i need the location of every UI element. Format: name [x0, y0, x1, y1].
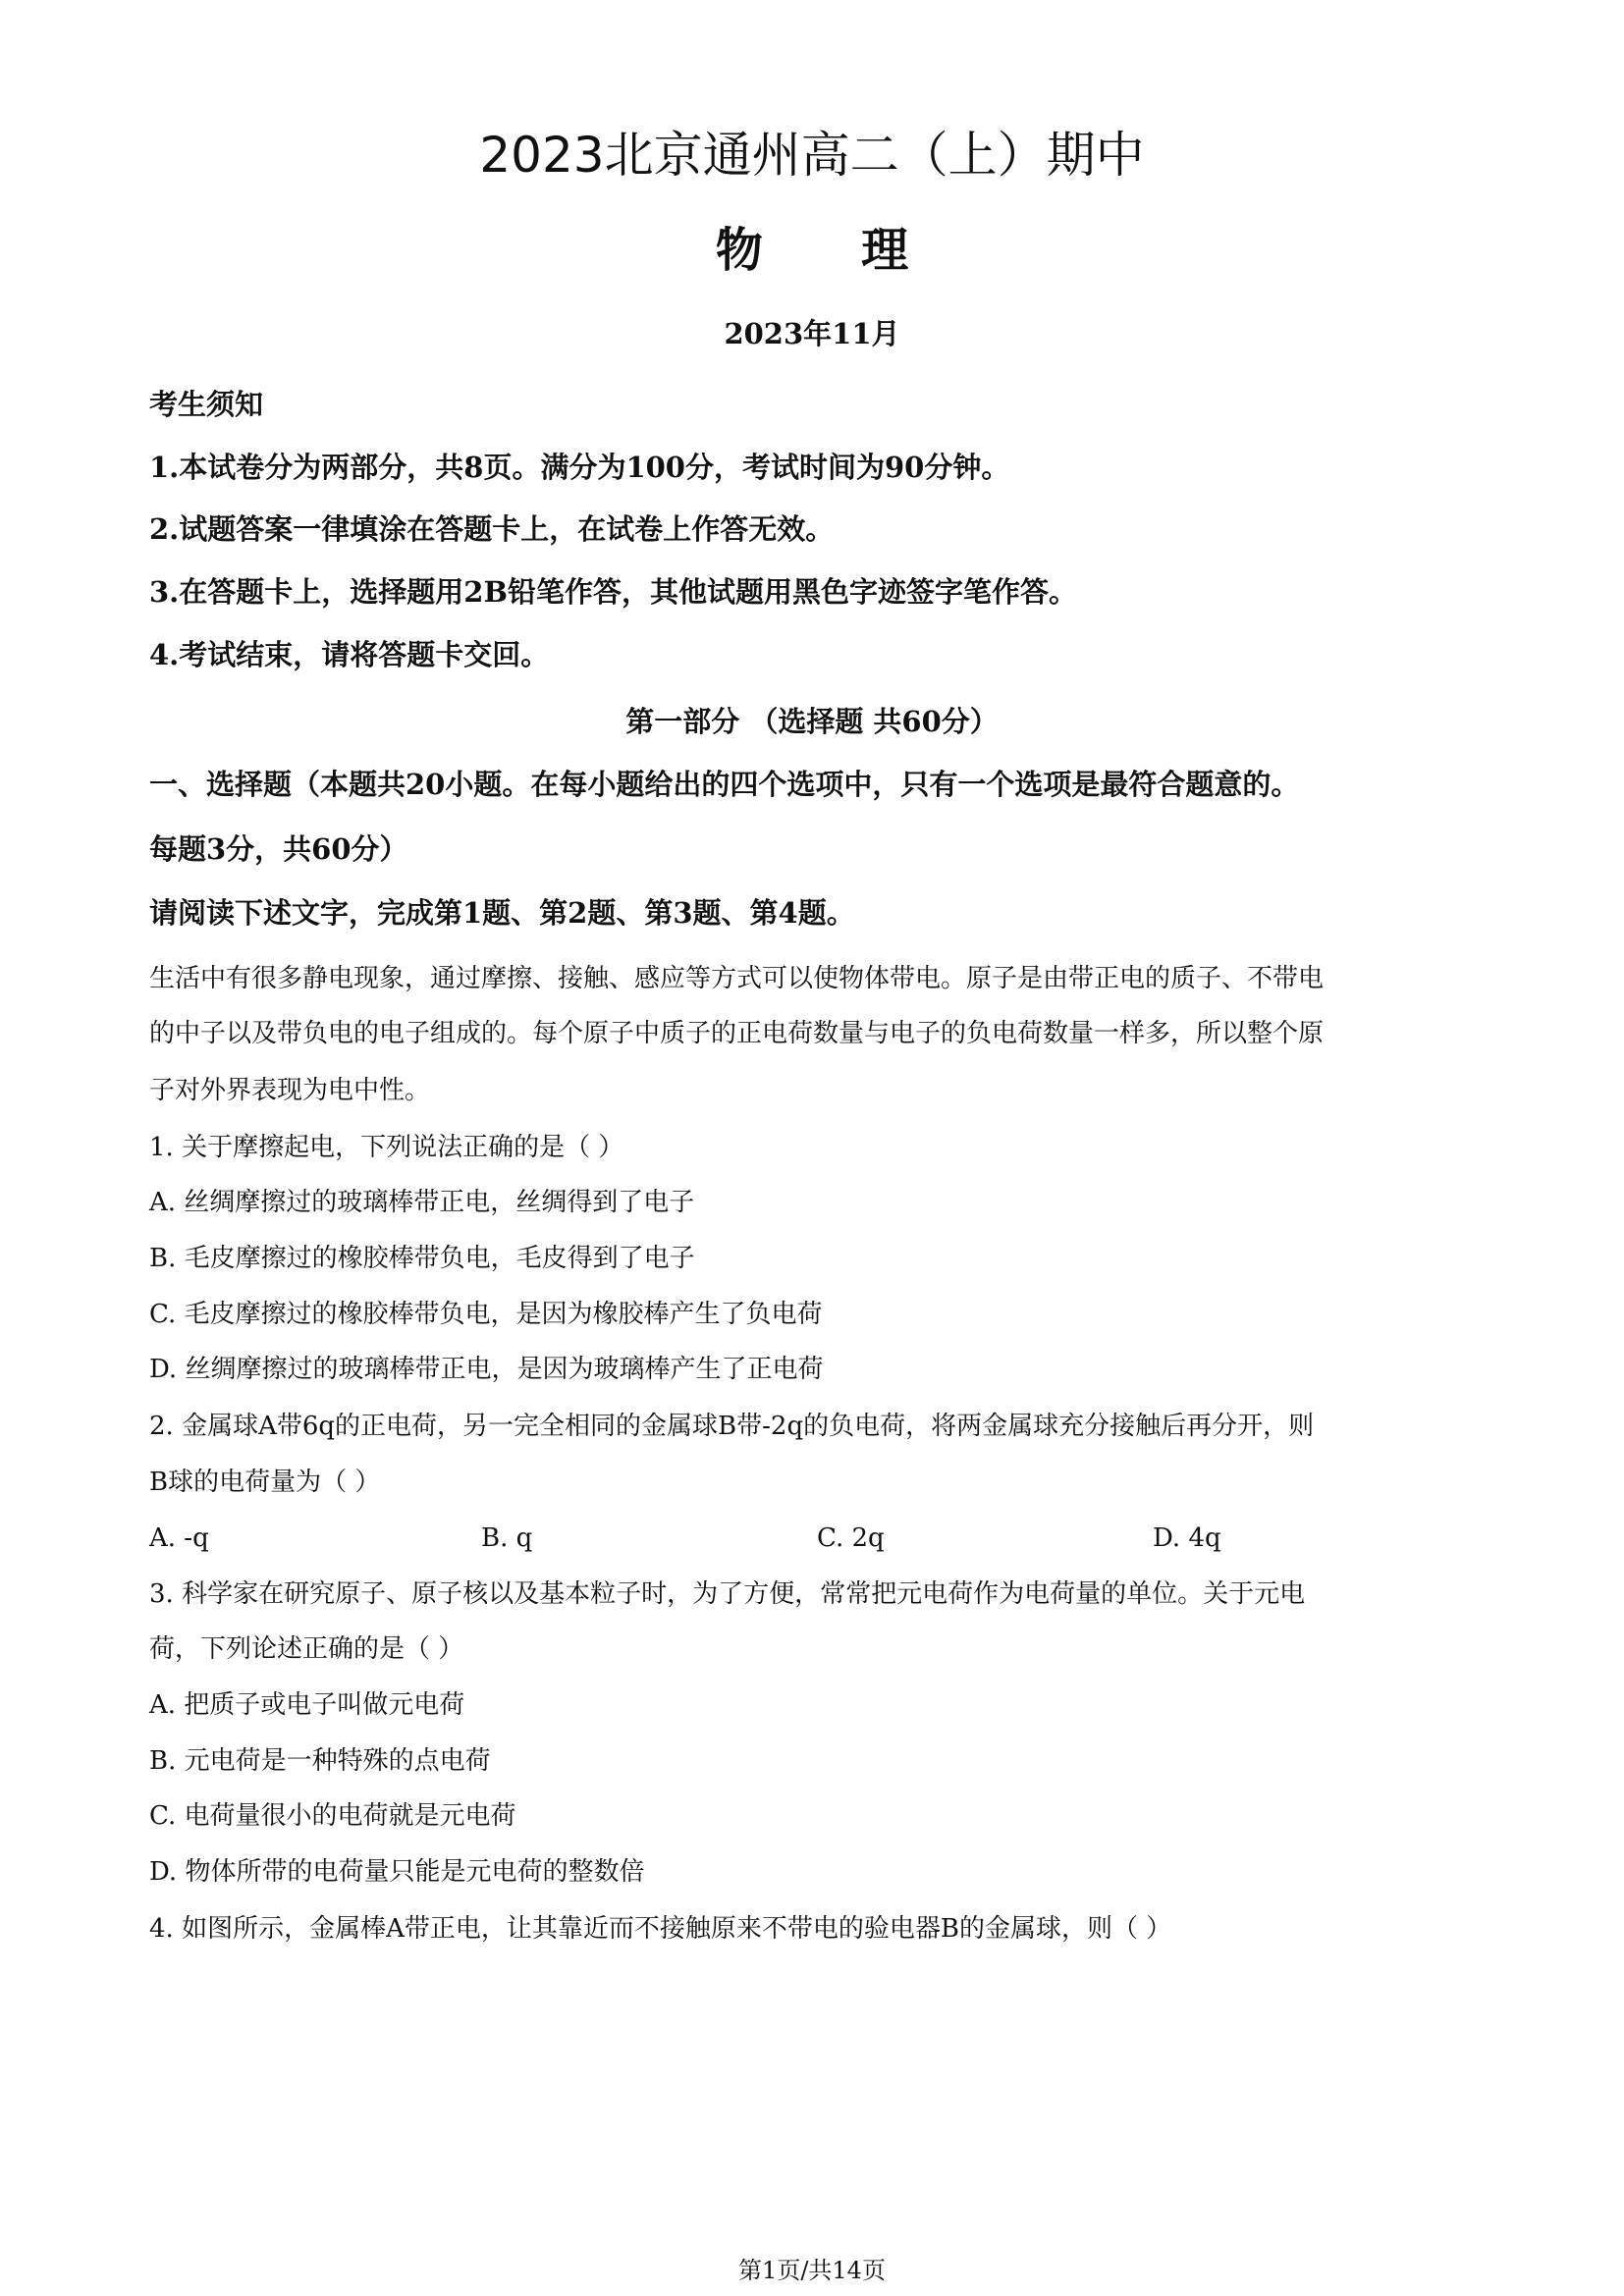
question-1-option: A. 丝绸摩擦过的玻璃棒带正电，丝绸得到了电子	[149, 1188, 695, 1217]
question-2-option-d: D. 4q	[1153, 1523, 1221, 1553]
question-3-stem-cont: 荷，下列论述正确的是（ ）	[149, 1634, 464, 1664]
reading-instruction: 请阅读下述文字，完成第1题、第2题、第3题、第4题。	[149, 896, 855, 930]
section-instruction: 一、选择题（本题共20小题。在每小题给出的四个选项中，只有一个选项是最符合题意的。	[149, 768, 1300, 801]
question-2-option-b: B. q	[481, 1523, 533, 1553]
page-number: 第1页/共14页	[738, 2257, 886, 2284]
subject-title: 物 理	[715, 223, 909, 278]
notice-item: 3.在答题卡上，选择题用2B铅笔作答，其他试题用黑色字迹签字笔作答。	[149, 575, 1077, 609]
exam-title: 2023北京通州高二（上）期中	[479, 127, 1145, 184]
notice-heading: 考生须知	[149, 388, 264, 421]
exam-date: 2023年11月	[724, 317, 900, 350]
part-heading: 第一部分 （选择题 共60分）	[625, 705, 999, 738]
question-4-stem: 4. 如图所示，金属棒A带正电，让其靠近而不接触原来不带电的验电器B的金属球，则（ ）	[149, 1914, 1172, 1944]
section-instruction-cont: 每题3分，共60分）	[149, 832, 408, 866]
question-2-stem: 2. 金属球A带6q的正电荷，另一完全相同的金属球B带-2q的负电荷，将两金属球充分接触后再分开，则	[149, 1412, 1315, 1441]
question-3-option: B. 元电荷是一种特殊的点电荷	[149, 1746, 491, 1776]
question-3-option: A. 把质子或电子叫做元电荷	[149, 1690, 465, 1720]
notice-item: 2.试题答案一律填涂在答题卡上，在试卷上作答无效。	[149, 512, 835, 546]
passage-line: 生活中有很多静电现象，通过摩擦、接触、感应等方式可以使物体带电。原子是由带正电的质子、不带电	[149, 964, 1325, 993]
question-2-option-c: C. 2q	[817, 1523, 885, 1553]
question-1-option: B. 毛皮摩擦过的橡胶棒带负电，毛皮得到了电子	[149, 1244, 695, 1273]
question-1-stem: 1. 关于摩擦起电，下列说法正确的是（ ）	[149, 1133, 624, 1162]
question-3-option: D. 物体所带的电荷量只能是元电荷的整数倍	[149, 1857, 645, 1887]
notice-item: 1.本试卷分为两部分，共8页。满分为100分，考试时间为90分钟。	[149, 451, 1010, 484]
question-2-stem-cont: B球的电荷量为（ ）	[149, 1468, 381, 1497]
notice-item: 4.考试结束，请将答题卡交回。	[149, 638, 550, 671]
passage-line: 子对外界表现为电中性。	[149, 1076, 431, 1105]
question-3-stem: 3. 科学家在研究原子、原子核以及基本粒子时，为了方便，常常把元电荷作为电荷量的单位。关于元电	[149, 1579, 1306, 1609]
question-3-option: C. 电荷量很小的电荷就是元电荷	[149, 1801, 516, 1831]
passage-line: 的中子以及带负电的电子组成的。每个原子中质子的正电荷数量与电子的负电荷数量一样多，所以整个原	[149, 1019, 1325, 1048]
question-2-option-a: A. -q	[149, 1523, 209, 1553]
question-1-option: D. 丝绸摩擦过的玻璃棒带正电，是因为玻璃棒产生了正电荷	[149, 1355, 824, 1384]
question-1-option: C. 毛皮摩擦过的橡胶棒带负电，是因为橡胶棒产生了负电荷	[149, 1300, 823, 1329]
